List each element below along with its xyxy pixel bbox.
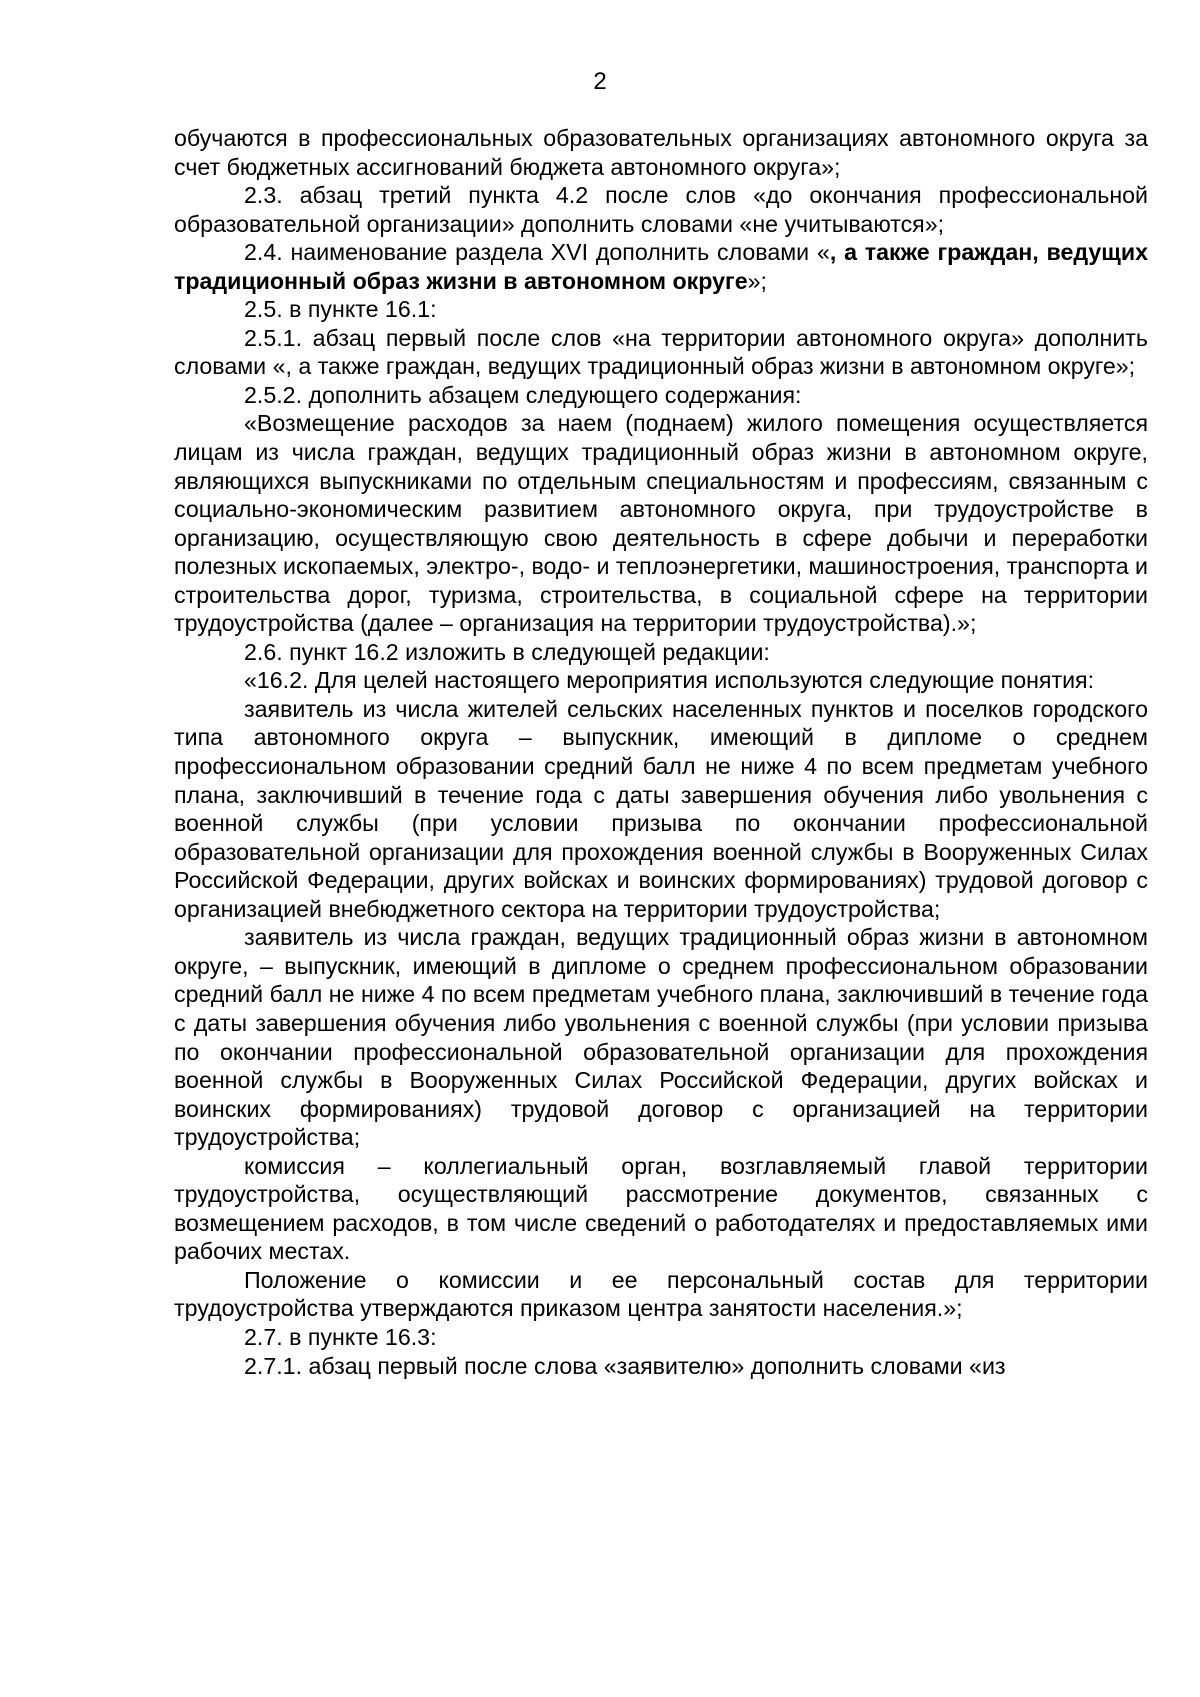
paragraph-2-5: 2.5. в пункте 16.1: bbox=[244, 296, 437, 323]
page-number: 2 bbox=[593, 68, 607, 95]
paragraph-2-6: 2.6. пункт 16.2 изложить в следующей редакции: bbox=[244, 638, 770, 665]
paragraph-applicant-rural: заявитель из числа жителей сельских населенных пунктов и поселков городского типа автономного округа – выпускник, имеющий в дипломе о среднем профессиональном образовании средний балл не ниже 4 по всем предметам учебного плана, заключивший в течение года с даты завершения обучения либо увольнения с военной службы (при условии призыва по окончании профессиональной образовательной организации для прохождения военной службы в Вооруженных Силах Российской Федерации, других войсках и воинских формированиях) трудовой договор с организацией внебюджетного сектора на территории трудоустройства; bbox=[174, 695, 1148, 922]
paragraph-continuation: обучаются в профессиональных образовательных организациях автономного округа за счет бюджетных ассигнований бюджета автономного округа»; bbox=[174, 125, 1148, 180]
paragraph-2-7-1: 2.7.1. абзац первый после слова «заявителю» дополнить словами «из bbox=[244, 1352, 1006, 1379]
paragraph-commission-regulation: Положение о комиссии и ее персональный состав для территории трудоустройства утверждаются приказом центра занятости населения.»; bbox=[174, 1266, 1148, 1322]
paragraph-2-4-bold-insert: , а также граждан, ведущих традиционный образ жизни в автономном округе bbox=[174, 239, 1148, 294]
paragraph-applicant-traditional: заявитель из числа граждан, ведущих традиционный образ жизни в автономном округе, – выпускник, имеющий в дипломе о среднем профессиональном образовании средний балл не ниже 4 по всем предметам учебного плана, заключивший в течение года с даты завершения обучения либо увольнения с военной службы (при условии призыва по окончании профессиональной образовательной организации для прохождения военной службы в Вооруженных Силах Российской Федерации, других войсках и воинских формированиях) трудовой договор с организацией на территории трудоустройства; bbox=[174, 924, 1148, 1151]
paragraph-2-3: 2.3. абзац третий пункта 4.2 после слов «до окончания профессиональной образовательной организации» дополнить словами «не учитываются»; bbox=[174, 182, 1148, 237]
paragraph-2-4 bbox=[174, 238, 1148, 295]
paragraph-2-5-1: 2.5.1. абзац первый после слов «на территории автономного округа» дополнить словами «, а также граждан, ведущих традиционный образ жизни в автономном округе»; bbox=[174, 324, 1148, 380]
paragraph-2-7: 2.7. в пункте 16.3: bbox=[244, 1323, 437, 1350]
paragraph-16-2: «16.2. Для целей настоящего мероприятия используются следующие понятия: bbox=[244, 667, 1095, 694]
paragraph-2-4-end: »; bbox=[747, 267, 767, 294]
paragraph-commission: комиссия – коллегиальный орган, возглавляемый главой территории трудоустройства, осуществляющий рассмотрение документов, связанных с возмещением расходов, в том числе сведений о работодателях и предоставляемых ими рабочих местах. bbox=[174, 1152, 1148, 1265]
paragraph-reimbursement: «Возмещение расходов за наем (поднаем) жилого помещения осуществляется лицам из числа граждан, ведущих традиционный образ жизни в автономном округе, являющихся выпускниками по отдельным специальностям и профессиям, связанным с социально-экономическим развитием автономного округа, при трудоустройстве в организацию, осуществляющую свою деятельность в сфере добычи и переработки полезных ископаемых, электро-, водо- и теплоэнергетики, машиностроения, транспорта и строительства дорог, туризма, строительства, в социальной сфере на территории трудоустройства (далее – организация на территории трудоустройства).»; bbox=[174, 410, 1148, 637]
paragraph-2-5-2: 2.5.2. дополнить абзацем следующего содержания: bbox=[244, 381, 802, 408]
paragraph-2-4-text: 2.4. наименование раздела XVI дополнить словами « bbox=[244, 239, 830, 266]
document-body bbox=[174, 124, 1148, 1380]
